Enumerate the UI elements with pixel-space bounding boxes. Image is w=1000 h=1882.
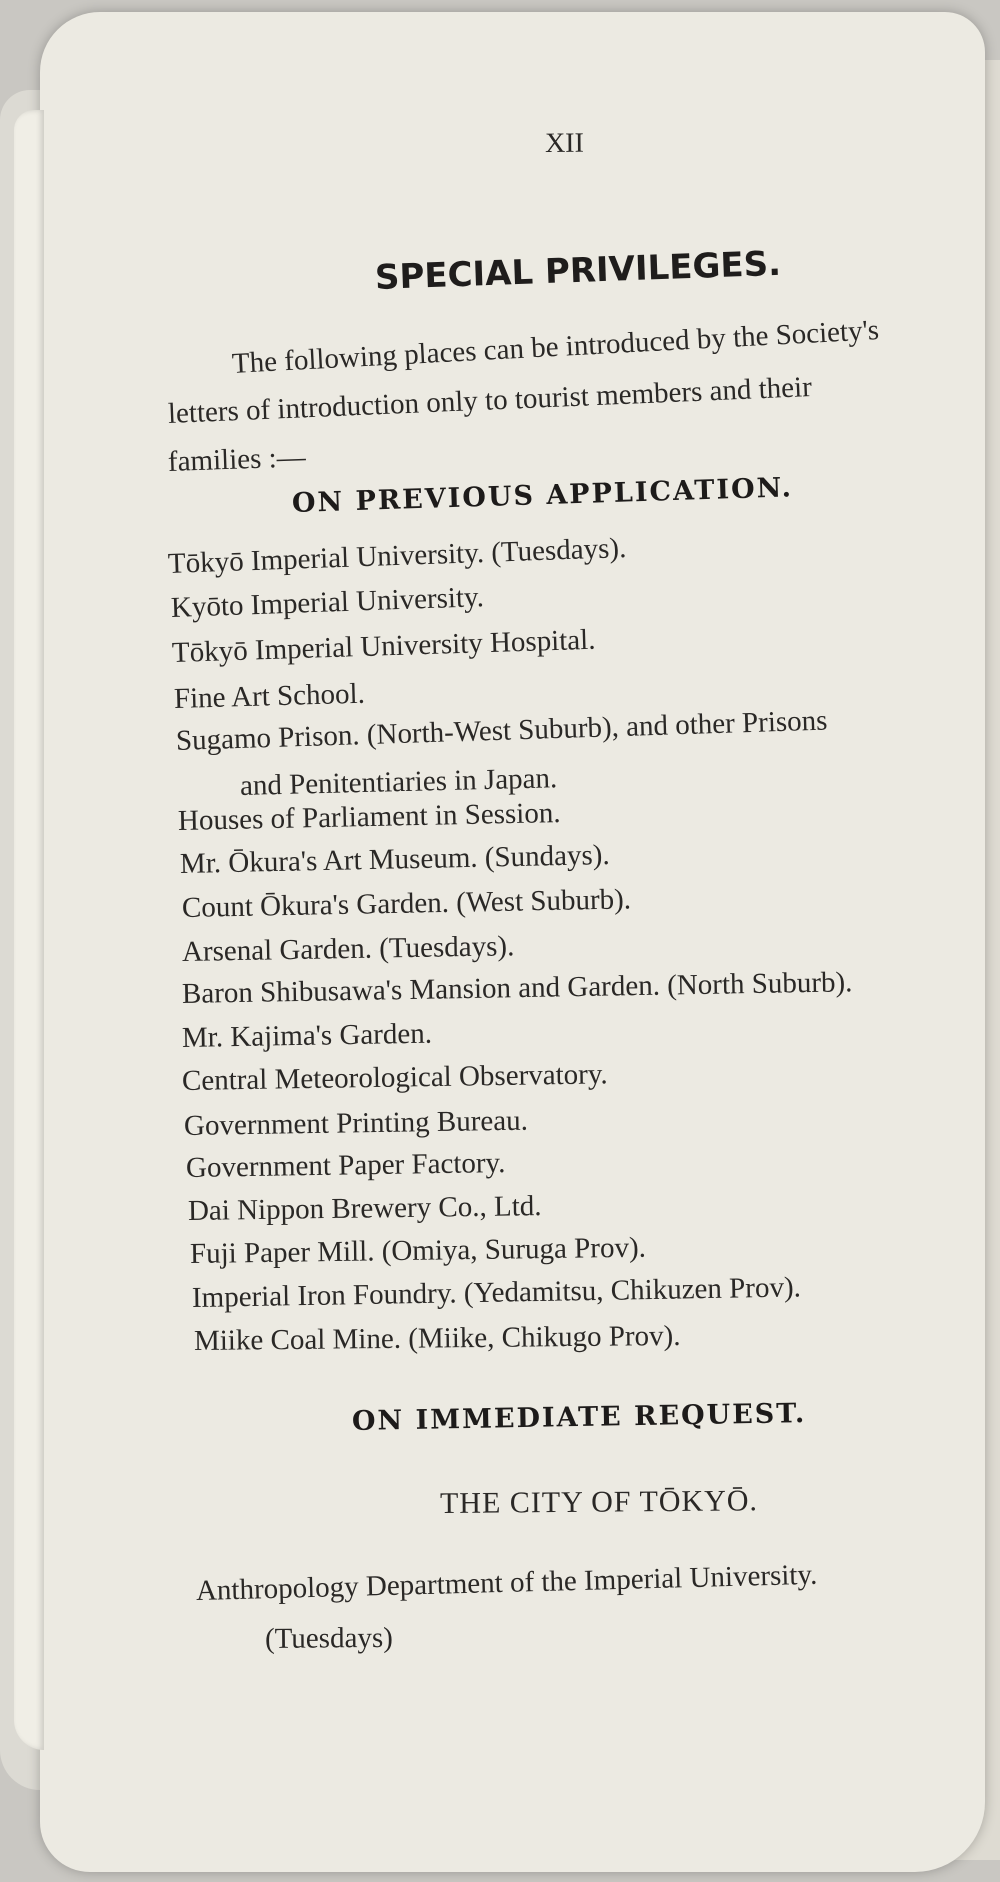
section-heading-previous-application: ON PREVIOUS APPLICATION. xyxy=(291,472,794,519)
list-item: Arsenal Garden. (Tuesdays). xyxy=(181,930,515,968)
list-item: Baron Shibusawa's Mansion and Garden. (North Suburb). xyxy=(181,966,853,1010)
page-number: XII xyxy=(544,127,585,159)
list-item: Imperial Iron Foundry. (Yedamitsu, Chikuzen Prov). xyxy=(191,1271,802,1314)
section-heading-immediate-request: ON IMMEDIATE REQUEST. xyxy=(351,1398,807,1437)
intro-line-2: letters of introduction only to tourist members and their xyxy=(167,371,813,430)
list-item: Government Paper Factory. xyxy=(185,1146,506,1184)
list-item: Mr. Ōkura's Art Museum. (Sundays). xyxy=(179,839,610,880)
list-item: Central Meteorological Observatory. xyxy=(181,1058,608,1097)
page-title: SPECIAL PRIVILEGES. xyxy=(374,243,782,298)
list-item: Dai Nippon Brewery Co., Ltd. xyxy=(187,1190,542,1227)
list-item: and Penitentiaries in Japan. xyxy=(239,762,558,802)
list-item: Kyōto Imperial University. xyxy=(170,581,485,624)
page-stack-edge xyxy=(14,110,44,1750)
list-item: Tōkyō Imperial University Hospital. xyxy=(171,623,596,669)
list-item: Miike Coal Mine. (Miike, Chikugo Prov). xyxy=(193,1319,681,1357)
list-item: (Tuesdays) xyxy=(264,1621,393,1655)
list-item: Fuji Paper Mill. (Omiya, Suruga Prov). xyxy=(189,1231,647,1270)
list-item: Count Ōkura's Garden. (West Suburb). xyxy=(181,883,632,924)
intro-line-1: The following places can be introduced by the Society's xyxy=(231,314,880,380)
list-item: Government Printing Bureau. xyxy=(183,1104,529,1142)
list-item: Fine Art School. xyxy=(173,677,366,715)
list-item: Anthropology Department of the Imperial University. xyxy=(195,1558,818,1607)
list-item: Sugamo Prison. (North-West Suburb), and other Prisons xyxy=(175,704,828,757)
subheading-city-of-tokyo: THE CITY OF TŌKYŌ. xyxy=(439,1484,759,1520)
list-item: Mr. Kajima's Garden. xyxy=(181,1017,433,1054)
list-item: Houses of Parliament in Session. xyxy=(177,796,561,837)
list-item: Tōkyō Imperial University. (Tuesdays). xyxy=(167,532,627,580)
intro-line-3: families :— xyxy=(167,441,307,478)
